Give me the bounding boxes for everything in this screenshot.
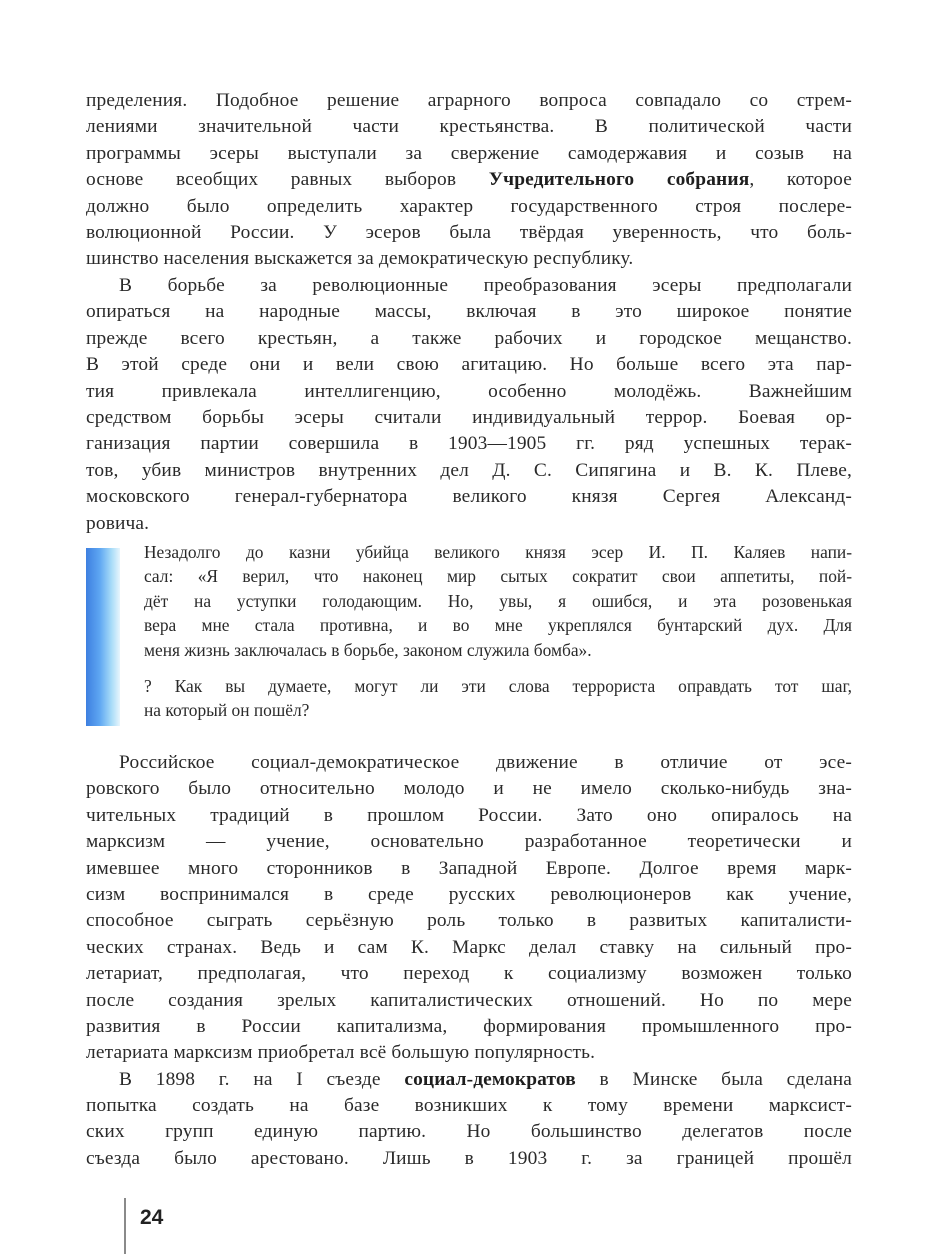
text-segment: основе всеобщих равных выборов — [86, 169, 489, 191]
text-line: ? Как вы думаете, могут ли эти слова террориста оправдать тот шаг, — [144, 675, 852, 696]
text-line: прежде всего крестьян, а также рабочих и городское мещанство. — [86, 327, 852, 349]
text-segment: в Минске была сделана — [575, 1068, 852, 1090]
text-line — [86, 1067, 852, 1093]
text-line: московского генерал-губернатора великого князя Сергея Александ- — [86, 486, 852, 508]
text-line: программы эсеры выступали за свержение самодержавия и созыв на — [86, 142, 852, 164]
text-line: ских групп единую партию. Но большинство делегатов после — [86, 1121, 852, 1143]
text-line: ческих странах. Ведь и сам К. Маркс делал ставку на сильный про- — [86, 936, 852, 958]
text-line: В борьбе за революционные преобразования эсеры предполагали — [119, 275, 852, 296]
text-line: чительных традиций в прошлом России. Зато оно опиралось на — [86, 804, 852, 826]
paragraph-2 — [86, 273, 852, 537]
text-segment: В 1898 г. на I съезде — [119, 1068, 405, 1090]
text-segment: , которое — [749, 169, 852, 191]
text-line: лениями значительной части крестьянства. В политической части — [86, 116, 852, 138]
text-line: пределения. Подобное решение аграрного вопроса совпадало со стрем- — [86, 90, 852, 111]
text-line: средством борьбы эсеры считали индивидуальный террор. Боевая ор- — [86, 406, 852, 428]
text-line: опираться на народные массы, включая в это широкое понятие — [86, 301, 852, 323]
text-line: имевшее много сторонников в Западной Европе. Долгое время марк- — [86, 857, 852, 879]
lower-text-flow — [86, 750, 852, 1172]
page-number-block — [124, 1198, 164, 1254]
text-line: В этой среде они и вели свою агитацию. Но больше всего эта пар- — [86, 354, 852, 376]
quote-accent-bar — [86, 548, 120, 726]
bold-term: социал-демократов — [404, 1068, 576, 1090]
text-line: Российское социал-демократическое движение в отличие от эсе- — [119, 752, 852, 773]
text-line: Незадолго до казни убийца великого князя эсер И. П. Каляев напи- — [144, 542, 852, 562]
text-line — [86, 167, 852, 193]
text-line: на который он пошёл? — [144, 700, 310, 721]
text-line: летариат, предполагая, что переход к социализму возможен только — [86, 963, 852, 985]
text-line: ровича. — [86, 512, 150, 534]
quote-box — [86, 540, 856, 730]
text-line: развития в России капитализма, формирования промышленного про- — [86, 1015, 852, 1037]
text-line: сизм воспринимался в среде русских революционеров как учение, — [86, 883, 852, 905]
text-line: попытка создать на базе возникших к тому времени марксист- — [86, 1095, 852, 1117]
text-line: съезда было арестовано. Лишь в 1903 г. за границей прошёл — [86, 1147, 852, 1169]
text-line: способное сыграть серьёзную роль только в развитых капиталисти- — [86, 910, 852, 932]
text-line: летариата марксизм приобретал всё большую популярность. — [86, 1042, 596, 1064]
question-text — [144, 674, 852, 723]
paragraph-1 — [86, 88, 852, 273]
text-line: дёт на уступки голодающим. Но, увы, я ошибся, и эта розовенькая — [144, 590, 852, 611]
bold-term: Учредительного собрания — [488, 169, 750, 191]
text-line: шинство населения выскажется за демократическую республику. — [86, 248, 634, 270]
text-line: после создания зрелых капиталистических отношений. Но по мере — [86, 989, 852, 1011]
text-line: сал: «Я верил, что наконец мир сытых сократит свои аппетиты, пой- — [144, 566, 852, 587]
text-line: ганизация партии совершила в 1903—1905 гг. ряд успешных терак- — [86, 433, 852, 455]
text-line: ровского было относительно молодо и не имело сколько-нибудь зна- — [86, 778, 852, 800]
text-line: тия привлекала интеллигенцию, особенно молодёжь. Важнейшим — [86, 380, 852, 402]
text-line: марксизм — учение, основательно разработанное теоретически и — [86, 831, 852, 853]
text-line: меня жизнь заключалась в борьбе, законом служила бомба». — [144, 639, 592, 660]
paragraph-4 — [86, 1067, 852, 1173]
text-line: вера мне стала противна, и во мне укреплялся бунтарский дух. Для — [144, 615, 852, 636]
text-line: волюционной России. У эсеров была твёрдая уверенность, что боль- — [86, 221, 852, 243]
paragraph-3 — [86, 750, 852, 1067]
text-line: тов, убив министров внутренних дел Д. С. Сипягина и В. К. Плеве, — [86, 459, 852, 481]
page-number: 24 — [140, 1206, 164, 1229]
text-line: должно было определить характер государственного строя послере- — [86, 195, 852, 217]
quote-text — [144, 540, 852, 662]
